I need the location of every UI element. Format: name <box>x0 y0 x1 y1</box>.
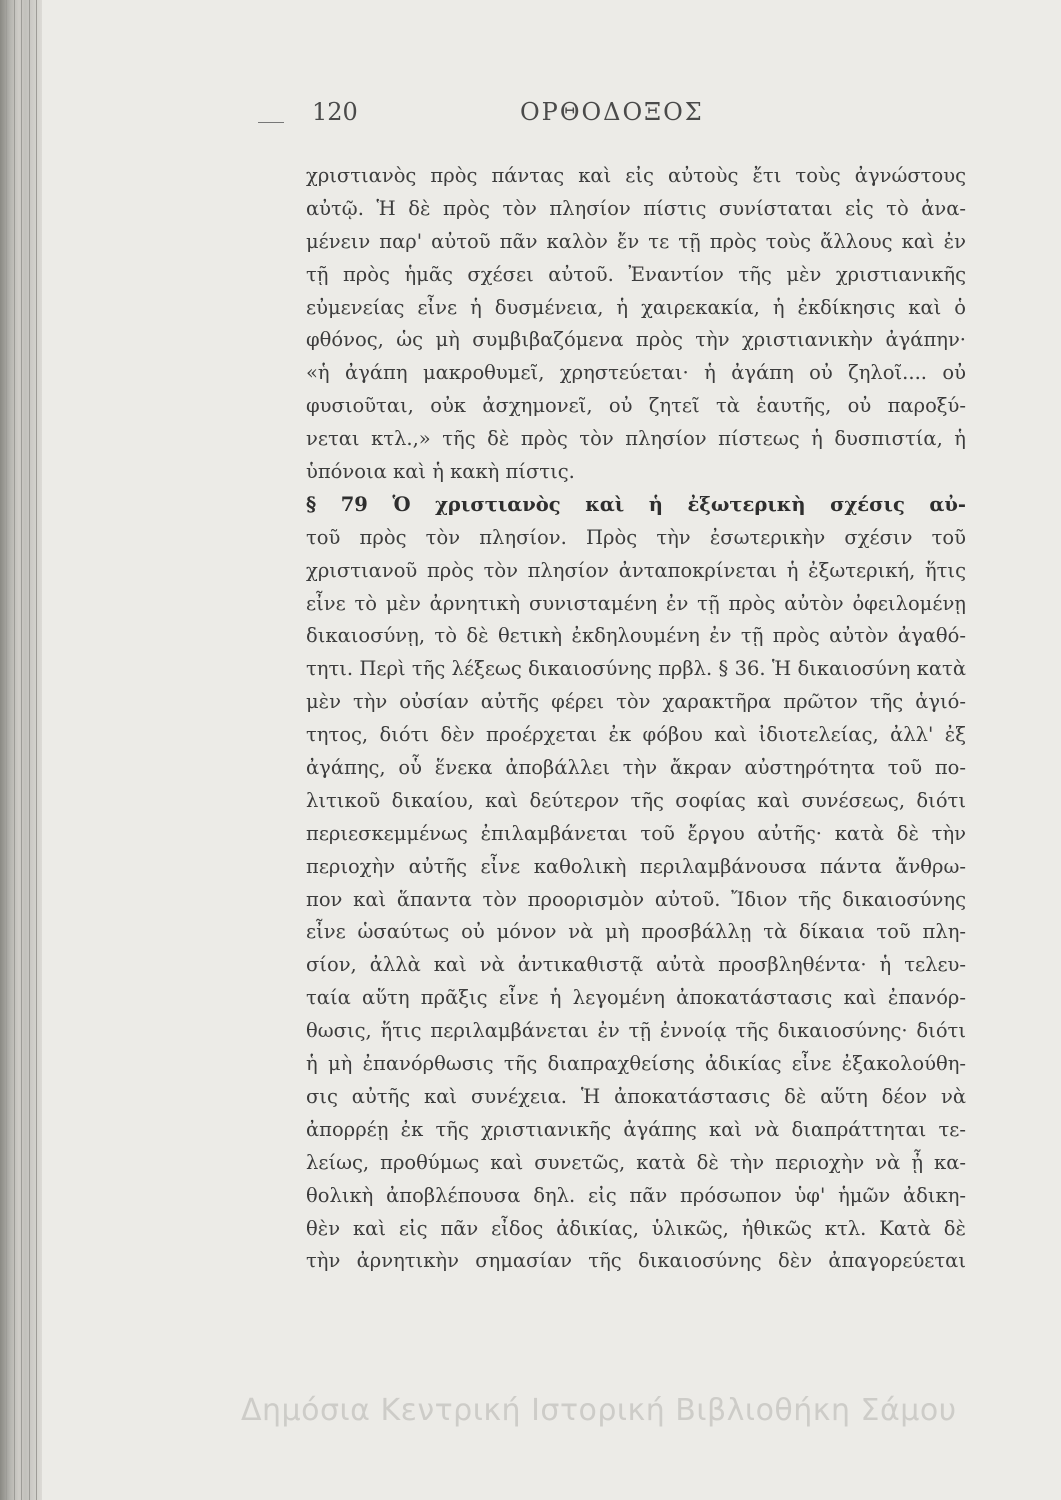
text-line: τοῦ πρὸς τὸν πλησίον. Πρὸς τὴν ἐσωτερικὴν σχέσιν τοῦ <box>306 525 966 549</box>
text-line: φθόνος, ὡς μὴ συμβιβαζόμενα πρὸς τὴν χριστιανικὴν ἀγάπην· <box>306 328 966 352</box>
book-page-edges <box>0 0 42 1500</box>
text-line: περιεσκεμμένως ἐπιλαμβάνεται τοῦ ἔργου αὐτῆς· κατὰ δὲ τὴν <box>306 821 966 845</box>
text-line: χριστιανὸς πρὸς πάντας καὶ εἰς αὐτοὺς ἔτι τοὺς ἀγνώστους <box>306 164 966 187</box>
text-line: μένειν παρ' αὐτοῦ πᾶν καλὸν ἔν τε τῇ πρὸς τοὺς ἄλλους καὶ ἐν <box>306 229 966 253</box>
text-line: χριστιανοῦ πρὸς τὸν πλησίον ἀνταποκρίνεται ἡ ἐξωτερική, ἥτις <box>306 558 966 582</box>
text-line: τητι. Περὶ τῆς λέξεως δικαιοσύνης πρβλ. § 36. Ἡ δικαιοσύνη κατὰ <box>306 657 966 681</box>
text-line: αὐτῷ. Ἡ δὲ πρὸς τὸν πλησίον πίστις συνίσταται εἰς τὸ ἀνα- <box>306 196 966 220</box>
text-line: τητος, διότι δὲν προέρχεται ἐκ φόβου καὶ ἰδιοτελείας, ἀλλ' ἐξ <box>306 723 966 747</box>
text-line: ἀγάπης, οὗ ἕνεκα ἀποβάλλει τὴν ἄκραν αὐστηρότητα τοῦ πο- <box>306 756 966 780</box>
text-line: ἀπορρέῃ ἐκ τῆς χριστιανικῆς ἀγάπης καὶ νὰ διαπράττηται τε- <box>306 1117 966 1141</box>
text-line: λιτικοῦ δικαίου, καὶ δεύτερον τῆς σοφίας καὶ συνέσεως, διότι <box>306 788 966 812</box>
running-head: ΟΡΘΟΔΟΞΟΣ <box>520 98 704 126</box>
text-line: εὐμενείας εἶνε ἡ δυσμένεια, ἡ χαιρεκακία, ἡ ἐκδίκησις καὶ ὁ <box>306 295 966 319</box>
text-line: δικαιοσύνῃ, τὸ δὲ θετικὴ ἐκδηλουμένη ἐν τῇ πρὸς αὐτὸν ἀγαθό- <box>306 624 966 648</box>
text-line: νεται κτλ.,» τῆς δὲ πρὸς τὸν πλησίον πίστεως ἡ δυσπιστία, ἡ <box>306 427 966 451</box>
text-line: φυσιοῦται, οὐκ ἀσχημονεῖ, οὐ ζητεῖ τὰ ἑαυτῆς, οὐ παροξύ- <box>306 394 966 418</box>
text-line: θωσις, ἥτις περιλαμβάνεται ἐν τῇ ἐννοίᾳ τῆς δικαιοσύνης· διότι <box>306 1019 966 1043</box>
text-line: μὲν τὴν οὐσίαν αὐτῆς φέρει τὸν χαρακτῆρα πρῶτον τῆς ἁγιό- <box>306 690 966 714</box>
text-line: θολικὴ ἀποβλέπουσα δηλ. εἰς πᾶν πρόσωπον ὑφ' ἡμῶν ἀδικη- <box>306 1183 966 1207</box>
library-watermark: Δημόσια Κεντρική Ιστορική Βιβλιοθήκη Σάμου <box>241 1393 957 1428</box>
text-line: πον καὶ ἅπαντα τὸν προορισμὸν αὐτοῦ. Ἴδιον τῆς δικαιοσύνης <box>306 887 966 911</box>
text-line: «ἡ ἀγάπη μακροθυμεῖ, χρηστεύεται· ἡ ἀγάπη οὐ ζηλοῖ.... οὐ <box>306 361 966 385</box>
page-number: 120 <box>312 98 358 126</box>
text-line: λείως, προθύμως καὶ συνετῶς, κατὰ δὲ τὴν περιοχὴν νὰ ᾖ κα- <box>306 1150 966 1174</box>
text-line: σίον, ἀλλὰ καὶ νὰ ἀντικαθιστᾷ αὐτὰ προσβληθέντα· ἡ τελευ- <box>306 953 966 977</box>
page-header <box>0 98 1061 134</box>
text-line: τὴν ἀρνητικὴν σημασίαν τῆς δικαιοσύνης δὲν ἀπαγορεύεται <box>306 1249 966 1273</box>
text-line: ὑπόνοια καὶ ἡ κακὴ πίστις. <box>306 460 575 484</box>
text-line: τῇ πρὸς ἡμᾶς σχέσει αὐτοῦ. Ἐναντίον τῆς μὲν χριστιανικῆς <box>306 262 966 286</box>
text-line: ἡ μὴ ἐπανόρθωσις τῆς διαπραχθείσης ἀδικίας εἶνε ἐξακολούθη- <box>306 1052 966 1076</box>
text-line: εἶνε τὸ μὲν ἀρνητικὴ συνισταμένη ἐν τῇ πρὸς αὐτὸν ὀφειλομένῃ <box>306 591 966 615</box>
text-line: εἶνε ὡσαύτως οὐ μόνον νὰ μὴ προσβάλλῃ τὰ δίκαια τοῦ πλη- <box>306 920 966 944</box>
text-line: περιοχὴν αὐτῆς εἶνε καθολικὴ περιλαμβάνουσα πάντα ἄνθρω- <box>306 854 966 878</box>
section-heading: § 79 Ὁ χριστιανὸς καὶ ἡ ἐξωτερικὴ σχέσις αὐ- <box>306 492 966 516</box>
text-line: ταία αὕτη πρᾶξις εἶνε ἡ λεγομένη ἀποκατάστασις καὶ ἐπανόρ- <box>306 986 966 1010</box>
body-text <box>306 160 966 1278</box>
text-line: θὲν καὶ εἰς πᾶν εἶδος ἀδικίας, ὑλικῶς, ἠθικῶς κτλ. Κατὰ δὲ <box>306 1216 966 1240</box>
text-line: σις αὐτῆς καὶ συνέχεια. Ἡ ἀποκατάστασις δὲ αὕτη δέον νὰ <box>306 1084 966 1108</box>
